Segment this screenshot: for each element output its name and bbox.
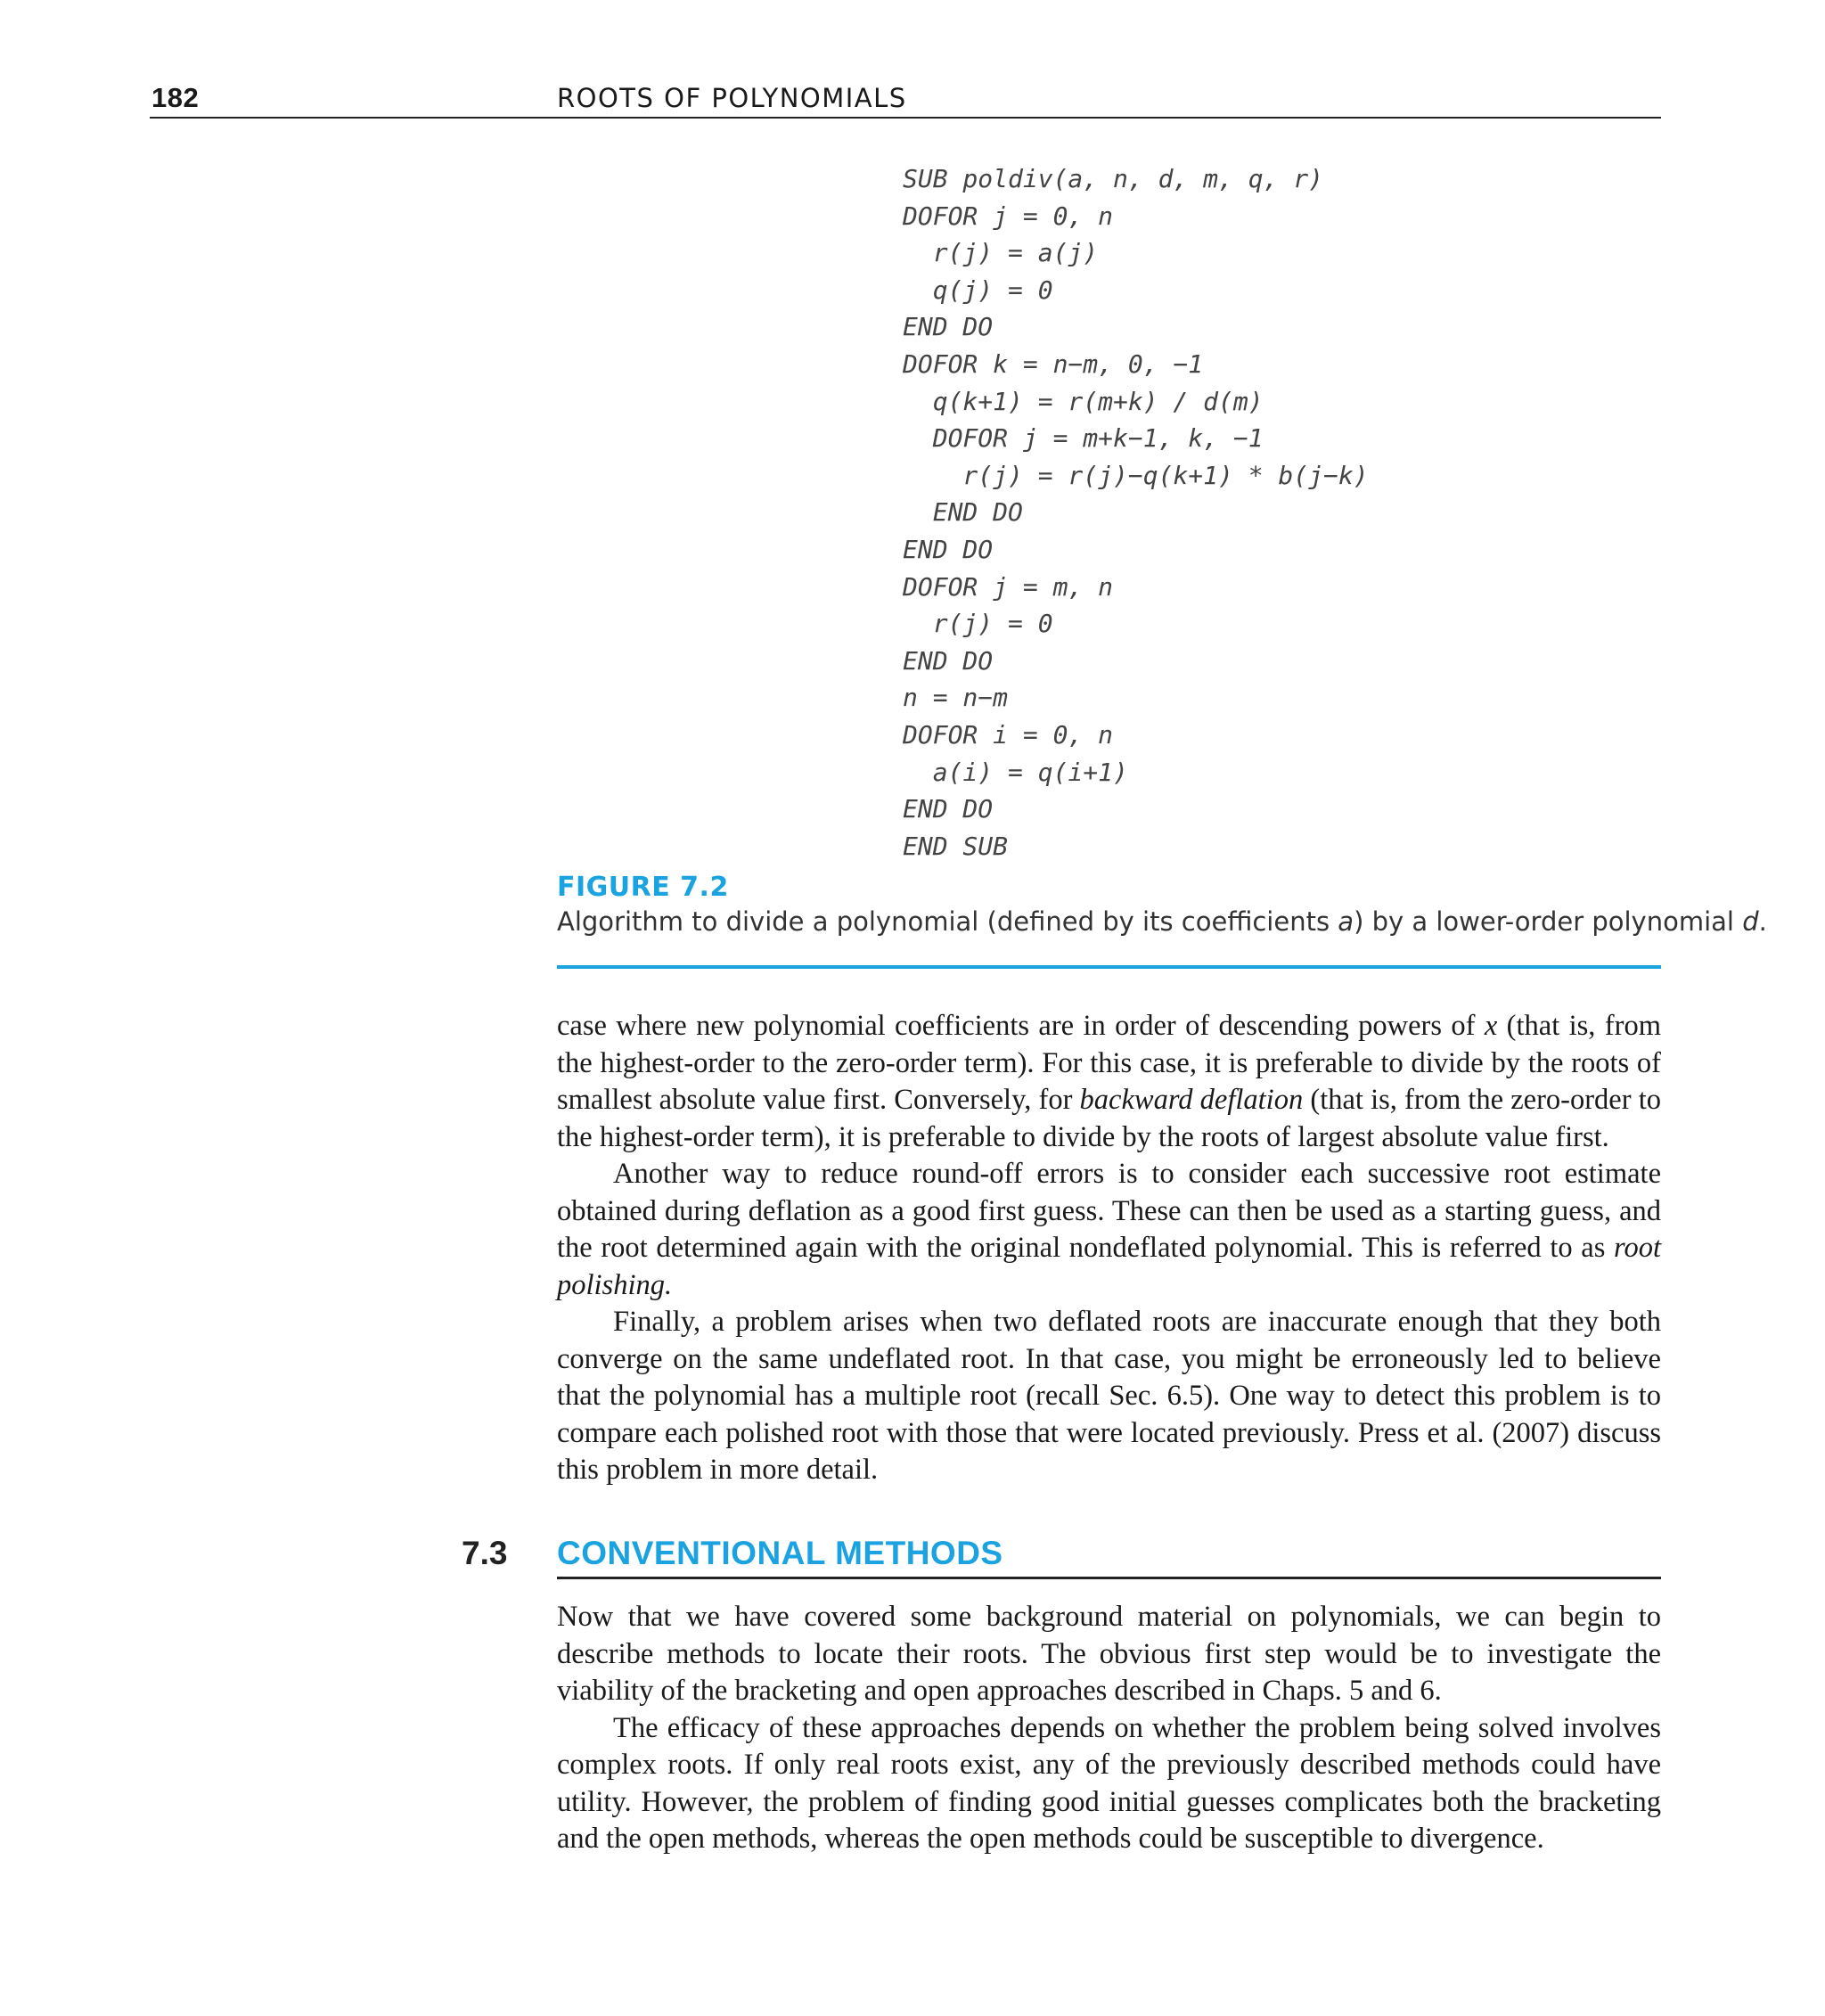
section-body [557,1599,1661,1858]
text-run: (that is, from the zero-order to the highest-order term), it is preferable to divide by the roots of largest absolute value first. [557,1084,1661,1153]
defined-term: root polishing. [557,1232,1661,1301]
math-variable: x [1484,1010,1498,1042]
code-line: DOFOR k = n−m, 0, −1 [903,348,1204,379]
code-line: DOFOR j = m, n [903,571,1114,602]
caption-text: . [1758,906,1767,937]
code-line: SUB poldiv(a, n, d, m, q, r) [903,164,1324,193]
pseudocode-listing [903,160,1369,865]
code-line: END DO [903,534,994,564]
paragraph [557,1008,1661,1156]
code-line: q(k+1) = r(m+k) / d(m) [903,386,1264,416]
paragraph: Finally, a problem arises when two deflated roots are inaccurate enough that they both converge on the same undeflated root. In that case, you might be erroneously led to believe that the polynomial has a multiple root (recall Sec. 6.5). One way to detect this problem is to compare each polished root with those that were located previously. Press et al. (2007) discuss this problem in more detail. [557,1306,1661,1486]
header-rule [150,117,1661,119]
text-run: (that is, from the highest-order to the zero-order term). For this case, it is preferable to divide by the roots of smallest absolute value first. Conversely, for [557,1010,1661,1116]
code-line: a(i) = q(i+1) [903,757,1128,787]
code-line: END DO [903,312,994,342]
figure-rule [557,965,1661,969]
text-run: case where new polynomial coefficients are in order of descending powers of [557,1010,1485,1042]
body-text [557,1008,1661,1489]
figure-label: FIGURE 7.2 [557,872,729,903]
caption-text: ) by a lower-order polynomial [1354,906,1743,937]
section-title: CONVENTIONAL METHODS [557,1535,1003,1571]
paragraph: Now that we have covered some background material on polynomials, we can begin to describe methods to locate their roots. The obvious first step would be to investigate the viability of the bracketing and open approaches described in Chaps. 5 and 6. [557,1601,1661,1707]
code-line: DOFOR j = m+k−1, k, −1 [903,423,1264,454]
defined-term: backward deflation [1079,1084,1304,1116]
caption-variable-a: a [1338,906,1354,937]
caption-variable-d: d [1742,906,1759,937]
text-run: Another way to reduce round-off errors is to consider each successive root estimate obtained during deflation as a good first guess. These can then be used as a starting guess, and the root determined again with the original nondeflated polynomial. This is referred to as [557,1158,1661,1264]
code-line: END DO [903,794,994,824]
figure-caption [557,906,1767,937]
caption-text: Algorithm to divide a polynomial (defined by its coefficients [557,906,1338,937]
section-rule [557,1577,1661,1579]
page-number: 182 [151,82,200,113]
code-line: END SUB [903,831,1009,861]
running-title: ROOTS OF POLYNOMIALS [557,83,907,113]
code-line: r(j) = a(j) [903,238,1099,268]
code-line: r(j) = r(j)−q(k+1) * b(j−k) [903,460,1369,490]
code-line: DOFOR j = 0, n [903,201,1114,231]
section-number: 7.3 [462,1535,508,1571]
code-line: END DO [903,497,1023,528]
code-line: END DO [903,645,994,676]
paragraph: The efficacy of these approaches depends on whether the problem being solved involves complex roots. If only real roots exist, any of the previously described methods could have utility. However, the problem of finding good initial guesses complicates both the bracketing and the open methods, whereas the open methods could be susceptible to divergence. [557,1711,1661,1855]
code-line: q(j) = 0 [903,275,1053,305]
code-line: r(j) = 0 [903,609,1053,639]
code-line: n = n−m [903,683,1009,713]
paragraph [557,1156,1661,1304]
code-line: DOFOR i = 0, n [903,719,1114,750]
